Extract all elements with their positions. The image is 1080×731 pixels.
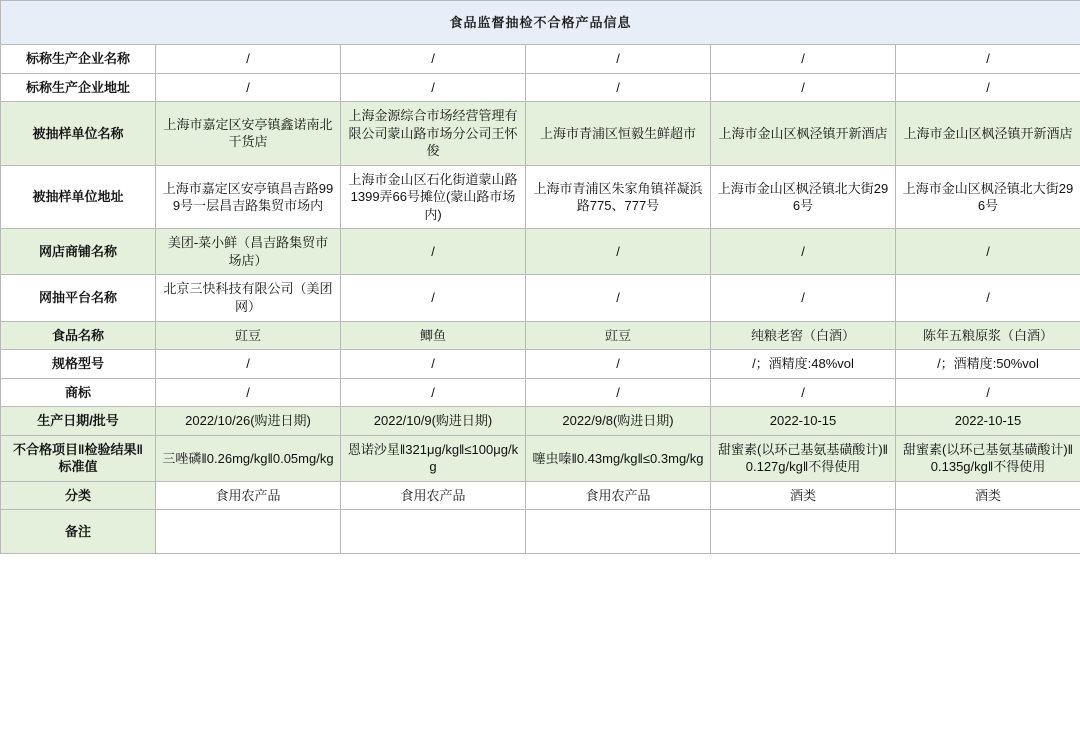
table-row: [1, 165, 1080, 229]
row-value: /: [526, 45, 711, 74]
row-value: /: [341, 229, 526, 275]
row-value: 噻虫嗪‖0.43mg/kg‖≤0.3mg/kg: [526, 435, 711, 481]
row-label: 备注: [1, 510, 156, 554]
row-value: 2022-10-15: [711, 407, 896, 436]
row-value: /: [896, 275, 1080, 321]
row-value: 北京三快科技有限公司（美团网）: [156, 275, 341, 321]
row-label: 标称生产企业名称: [1, 45, 156, 74]
row-value: /: [341, 73, 526, 102]
table-row: [1, 435, 1080, 481]
row-value: 酒类: [896, 481, 1080, 510]
row-value: [711, 510, 896, 554]
table-row: [1, 378, 1080, 407]
table-row: [1, 275, 1080, 321]
row-value: /: [341, 45, 526, 74]
row-value: /: [156, 350, 341, 379]
row-label: 网抽平台名称: [1, 275, 156, 321]
row-value: /: [526, 378, 711, 407]
row-value: 鲫鱼: [341, 321, 526, 350]
row-value: /: [156, 45, 341, 74]
table-row: [1, 102, 1080, 166]
row-value: 上海市金山区枫泾镇北大街296号: [896, 165, 1080, 229]
row-value: /: [711, 229, 896, 275]
row-value: [896, 510, 1080, 554]
row-value: 上海市金山区枫泾镇开新酒店: [896, 102, 1080, 166]
row-value: /: [156, 73, 341, 102]
row-value: /: [526, 73, 711, 102]
row-value: 恩诺沙星‖321μg/kg‖≤100μg/kg: [341, 435, 526, 481]
row-value: 上海金源综合市场经营管理有限公司蒙山路市场分公司王怀俊: [341, 102, 526, 166]
row-value: 2022-10-15: [896, 407, 1080, 436]
row-label: 被抽样单位名称: [1, 102, 156, 166]
table-row: [1, 407, 1080, 436]
page-title: 食品监督抽检不合格产品信息: [1, 1, 1080, 45]
row-value: 2022/9/8(购进日期): [526, 407, 711, 436]
table-row: [1, 73, 1080, 102]
row-value: 食用农产品: [156, 481, 341, 510]
row-value: /: [341, 378, 526, 407]
row-value: 上海市金山区枫泾镇北大街296号: [711, 165, 896, 229]
row-value: 食用农产品: [341, 481, 526, 510]
table-row: [1, 45, 1080, 74]
table-row: [1, 350, 1080, 379]
row-value: 上海市青浦区恒毅生鲜超市: [526, 102, 711, 166]
row-value: /: [896, 73, 1080, 102]
row-label: 网店商铺名称: [1, 229, 156, 275]
row-value: 上海市金山区枫泾镇开新酒店: [711, 102, 896, 166]
row-value: /: [896, 229, 1080, 275]
title-row: [1, 1, 1080, 45]
row-label: 不合格项目‖检验结果‖标准值: [1, 435, 156, 481]
table-body: [1, 1, 1080, 554]
row-value: /: [896, 45, 1080, 74]
row-value: [341, 510, 526, 554]
row-value: /: [526, 275, 711, 321]
row-value: /: [156, 378, 341, 407]
row-value: 甜蜜素(以环己基氨基磺酸计)‖0.135g/kg‖不得使用: [896, 435, 1080, 481]
row-value: /: [526, 350, 711, 379]
row-label: 被抽样单位地址: [1, 165, 156, 229]
row-value: /: [711, 73, 896, 102]
row-value: /: [711, 378, 896, 407]
row-label: 规格型号: [1, 350, 156, 379]
row-label: 食品名称: [1, 321, 156, 350]
row-value: 上海市嘉定区安亭镇昌吉路999号一层昌吉路集贸市场内: [156, 165, 341, 229]
row-value: /: [341, 275, 526, 321]
row-value: [156, 510, 341, 554]
row-value: 上海市嘉定区安亭镇鑫诺南北干货店: [156, 102, 341, 166]
row-value: /: [526, 229, 711, 275]
row-value: /: [341, 350, 526, 379]
row-value: /: [711, 275, 896, 321]
row-value: 上海市青浦区朱家角镇祥凝浜路775、777号: [526, 165, 711, 229]
row-label: 生产日期/批号: [1, 407, 156, 436]
row-value: 纯粮老窖（白酒）: [711, 321, 896, 350]
table-row: [1, 510, 1080, 554]
row-label: 商标: [1, 378, 156, 407]
row-value: 2022/10/26(购进日期): [156, 407, 341, 436]
row-label: 标称生产企业地址: [1, 73, 156, 102]
row-value: 三唑磷‖0.26mg/kg‖0.05mg/kg: [156, 435, 341, 481]
row-value: 2022/10/9(购进日期): [341, 407, 526, 436]
row-value: 豇豆: [526, 321, 711, 350]
row-label: 分类: [1, 481, 156, 510]
row-value: 酒类: [711, 481, 896, 510]
row-value: 豇豆: [156, 321, 341, 350]
row-value: 上海市金山区石化街道蒙山路1399弄66号摊位(蒙山路市场内): [341, 165, 526, 229]
row-value: 美团-菜小鲜（昌吉路集贸市场店）: [156, 229, 341, 275]
row-value: 食用农产品: [526, 481, 711, 510]
row-value: /；酒精度:48%vol: [711, 350, 896, 379]
row-value: /；酒精度:50%vol: [896, 350, 1080, 379]
table-row: [1, 229, 1080, 275]
row-value: 甜蜜素(以环己基氨基磺酸计)‖0.127g/kg‖不得使用: [711, 435, 896, 481]
row-value: [526, 510, 711, 554]
row-value: /: [896, 378, 1080, 407]
row-value: /: [711, 45, 896, 74]
table-row: [1, 321, 1080, 350]
row-value: 陈年五粮原浆（白酒）: [896, 321, 1080, 350]
table-row: [1, 481, 1080, 510]
